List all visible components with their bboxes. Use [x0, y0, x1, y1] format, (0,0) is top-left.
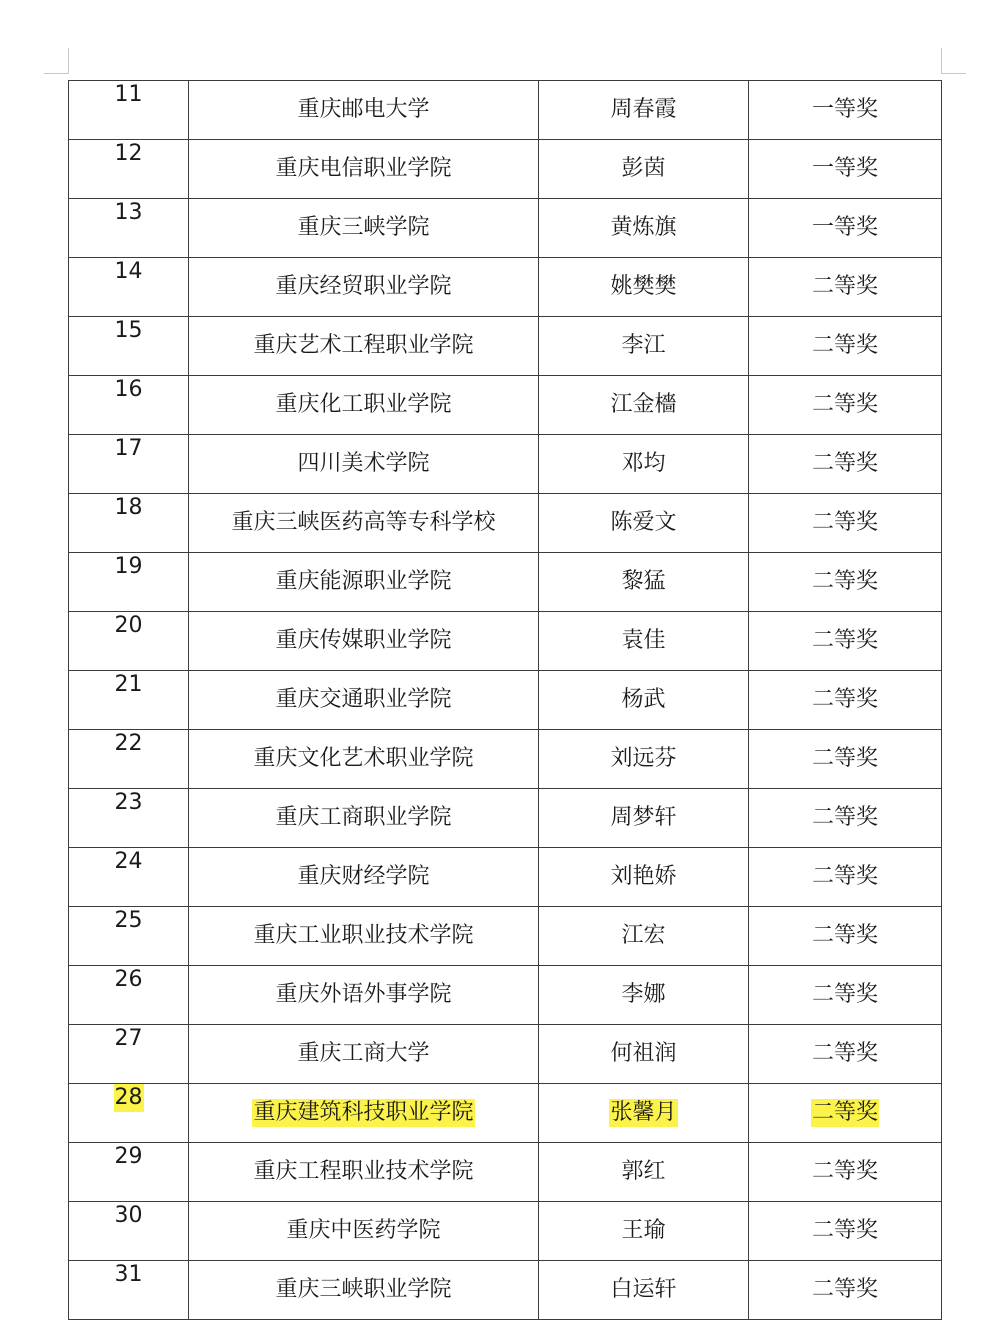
- row-number-cell: [69, 140, 189, 199]
- school-name: 重庆化工职业学院: [275, 392, 452, 417]
- winner-cell: [539, 140, 749, 199]
- row-number: 18: [114, 495, 143, 520]
- school-name: 重庆传媒职业学院: [275, 628, 452, 653]
- row-number: 22: [114, 731, 143, 756]
- winner-name: 彭茵: [621, 156, 666, 181]
- row-number-cell: [69, 1143, 189, 1202]
- table-row[interactable]: [69, 671, 942, 730]
- school-cell: [189, 553, 539, 612]
- school-name: 重庆经贸职业学院: [275, 274, 452, 299]
- crop-mark-top-left-horizontal: [44, 73, 68, 74]
- award-level: 二等奖: [811, 333, 878, 358]
- table-row[interactable]: [69, 612, 942, 671]
- award-level: 二等奖: [811, 451, 878, 476]
- crop-mark-top-left-vertical: [68, 48, 69, 74]
- winner-name: 袁佳: [621, 628, 666, 653]
- winner-cell: [539, 1261, 749, 1320]
- winner-name: 何祖润: [610, 1041, 677, 1066]
- winner-cell: [539, 1025, 749, 1084]
- winner-name: 姚樊樊: [610, 274, 677, 299]
- award-cell: [749, 1025, 942, 1084]
- school-cell: [189, 140, 539, 199]
- award-level: 二等奖: [811, 1277, 878, 1302]
- award-level: 二等奖: [811, 1100, 878, 1125]
- table-row[interactable]: [69, 258, 942, 317]
- award-level: 一等奖: [811, 97, 878, 122]
- winner-cell: [539, 494, 749, 553]
- winner-name: 黎猛: [621, 569, 666, 594]
- row-number: 11: [114, 82, 143, 107]
- award-cell: [749, 1143, 942, 1202]
- award-cell: [749, 494, 942, 553]
- winner-cell: [539, 1084, 749, 1143]
- school-cell: [189, 1202, 539, 1261]
- award-level: 二等奖: [811, 274, 878, 299]
- row-number-cell: [69, 199, 189, 258]
- row-number: 13: [114, 200, 143, 225]
- table-row[interactable]: [69, 81, 942, 140]
- table-row[interactable]: [69, 1202, 942, 1261]
- row-number: 29: [114, 1144, 143, 1169]
- winner-name: 江金檣: [610, 392, 677, 417]
- award-level: 二等奖: [811, 1218, 878, 1243]
- winner-name: 周春霞: [610, 97, 677, 122]
- school-name: 重庆外语外事学院: [275, 982, 452, 1007]
- winner-cell: [539, 848, 749, 907]
- crop-mark-top-right-vertical: [941, 48, 942, 74]
- row-number-cell: [69, 494, 189, 553]
- row-number: 23: [114, 790, 143, 815]
- table-row[interactable]: [69, 494, 942, 553]
- award-cell: [749, 199, 942, 258]
- row-number: 25: [114, 908, 143, 933]
- table-row[interactable]: [69, 1143, 942, 1202]
- school-name: 重庆电信职业学院: [275, 156, 452, 181]
- row-number-cell: [69, 966, 189, 1025]
- crop-mark-top-right-horizontal: [942, 73, 966, 74]
- row-number: 30: [114, 1203, 143, 1228]
- winner-name: 王瑜: [621, 1218, 666, 1243]
- table-row[interactable]: [69, 730, 942, 789]
- row-number-cell: [69, 1261, 189, 1320]
- row-number: 15: [114, 318, 143, 343]
- school-cell: [189, 730, 539, 789]
- school-cell: [189, 317, 539, 376]
- winner-cell: [539, 435, 749, 494]
- winner-name: 刘远芬: [610, 746, 677, 771]
- table-row[interactable]: [69, 1261, 942, 1320]
- award-level: 二等奖: [811, 746, 878, 771]
- school-cell: [189, 1143, 539, 1202]
- row-number: 28: [114, 1085, 143, 1110]
- table-row[interactable]: [69, 140, 942, 199]
- award-cell: [749, 671, 942, 730]
- winner-name: 张馨月: [610, 1100, 677, 1125]
- school-cell: [189, 376, 539, 435]
- winner-name: 杨武: [621, 687, 666, 712]
- row-number: 26: [114, 967, 143, 992]
- winner-name: 李江: [621, 333, 666, 358]
- row-number: 27: [114, 1026, 143, 1051]
- row-number-cell: [69, 671, 189, 730]
- school-cell: [189, 848, 539, 907]
- award-level: 二等奖: [811, 982, 878, 1007]
- row-number-cell: [69, 1025, 189, 1084]
- table-row[interactable]: [69, 317, 942, 376]
- award-cell: [749, 848, 942, 907]
- award-cell: [749, 612, 942, 671]
- winner-name: 李娜: [621, 982, 666, 1007]
- school-cell: [189, 789, 539, 848]
- winner-cell: [539, 907, 749, 966]
- row-number-cell: [69, 317, 189, 376]
- school-cell: [189, 966, 539, 1025]
- table-row[interactable]: [69, 1025, 942, 1084]
- award-level: 一等奖: [811, 215, 878, 240]
- award-cell: [749, 258, 942, 317]
- table-row[interactable]: [69, 435, 942, 494]
- school-name: 重庆财经学院: [297, 864, 430, 889]
- award-cell: [749, 81, 942, 140]
- row-number-cell: [69, 612, 189, 671]
- school-name: 重庆三峡医药高等专科学校: [231, 510, 496, 535]
- row-number: 14: [114, 259, 143, 284]
- award-level: 二等奖: [811, 1159, 878, 1184]
- table-row[interactable]: [69, 789, 942, 848]
- award-cell: [749, 376, 942, 435]
- winner-name: 江宏: [621, 923, 666, 948]
- award-cell: [749, 1084, 942, 1143]
- school-name: 重庆建筑科技职业学院: [253, 1100, 474, 1125]
- row-number-cell: [69, 1084, 189, 1143]
- table-row[interactable]: [69, 199, 942, 258]
- school-cell: [189, 258, 539, 317]
- row-number: 20: [114, 613, 143, 638]
- award-cell: [749, 140, 942, 199]
- table-row[interactable]: [69, 1084, 942, 1143]
- award-cell: [749, 1202, 942, 1261]
- award-level: 二等奖: [811, 687, 878, 712]
- award-level: 二等奖: [811, 864, 878, 889]
- school-name: 重庆邮电大学: [297, 97, 430, 122]
- row-number: 31: [114, 1262, 143, 1287]
- school-cell: [189, 1025, 539, 1084]
- award-table: [68, 80, 942, 1320]
- winner-cell: [539, 671, 749, 730]
- award-level: 二等奖: [811, 392, 878, 417]
- row-number: 19: [114, 554, 143, 579]
- school-name: 重庆三峡职业学院: [275, 1277, 452, 1302]
- row-number-cell: [69, 789, 189, 848]
- winner-cell: [539, 81, 749, 140]
- award-cell: [749, 789, 942, 848]
- row-number-cell: [69, 907, 189, 966]
- winner-cell: [539, 1143, 749, 1202]
- award-level: 一等奖: [811, 156, 878, 181]
- school-name: 重庆工商大学: [297, 1041, 430, 1066]
- winner-name: 黄炼旗: [610, 215, 677, 240]
- school-cell: [189, 1261, 539, 1320]
- table-row[interactable]: [69, 966, 942, 1025]
- school-cell: [189, 494, 539, 553]
- school-name: 重庆三峡学院: [297, 215, 430, 240]
- winner-cell: [539, 553, 749, 612]
- award-level: 二等奖: [811, 923, 878, 948]
- school-name: 重庆艺术工程职业学院: [253, 333, 474, 358]
- school-name: 重庆能源职业学院: [275, 569, 452, 594]
- table-row[interactable]: [69, 907, 942, 966]
- winner-cell: [539, 376, 749, 435]
- school-name: 四川美术学院: [297, 451, 430, 476]
- winner-name: 郭红: [621, 1159, 666, 1184]
- row-number: 12: [114, 141, 143, 166]
- row-number: 21: [114, 672, 143, 697]
- winner-cell: [539, 966, 749, 1025]
- award-level: 二等奖: [811, 805, 878, 830]
- award-level: 二等奖: [811, 510, 878, 535]
- winner-cell: [539, 612, 749, 671]
- school-name: 重庆工业职业技术学院: [253, 923, 474, 948]
- school-cell: [189, 81, 539, 140]
- table-row[interactable]: [69, 848, 942, 907]
- row-number: 16: [114, 377, 143, 402]
- award-table-body: [69, 81, 942, 1320]
- row-number-cell: [69, 376, 189, 435]
- row-number-cell: [69, 1202, 189, 1261]
- winner-name: 白运轩: [610, 1277, 677, 1302]
- table-row[interactable]: [69, 553, 942, 612]
- school-name: 重庆工商职业学院: [275, 805, 452, 830]
- award-level: 二等奖: [811, 1041, 878, 1066]
- award-cell: [749, 435, 942, 494]
- winner-name: 刘艳娇: [610, 864, 677, 889]
- school-cell: [189, 199, 539, 258]
- school-name: 重庆文化艺术职业学院: [253, 746, 474, 771]
- row-number: 24: [114, 849, 143, 874]
- winner-cell: [539, 317, 749, 376]
- award-cell: [749, 1261, 942, 1320]
- school-cell: [189, 435, 539, 494]
- school-name: 重庆工程职业技术学院: [253, 1159, 474, 1184]
- winner-cell: [539, 258, 749, 317]
- school-cell: [189, 612, 539, 671]
- winner-cell: [539, 789, 749, 848]
- row-number: 17: [114, 436, 143, 461]
- school-name: 重庆中医药学院: [286, 1218, 441, 1243]
- award-cell: [749, 317, 942, 376]
- row-number-cell: [69, 435, 189, 494]
- award-cell: [749, 907, 942, 966]
- winner-name: 邓均: [621, 451, 666, 476]
- winner-cell: [539, 730, 749, 789]
- row-number-cell: [69, 848, 189, 907]
- award-level: 二等奖: [811, 569, 878, 594]
- award-cell: [749, 966, 942, 1025]
- winner-cell: [539, 199, 749, 258]
- table-row[interactable]: [69, 376, 942, 435]
- school-cell: [189, 907, 539, 966]
- award-cell: [749, 730, 942, 789]
- award-level: 二等奖: [811, 628, 878, 653]
- school-cell: [189, 1084, 539, 1143]
- winner-name: 陈爱文: [610, 510, 677, 535]
- row-number-cell: [69, 81, 189, 140]
- row-number-cell: [69, 258, 189, 317]
- winner-name: 周梦轩: [610, 805, 677, 830]
- winner-cell: [539, 1202, 749, 1261]
- row-number-cell: [69, 730, 189, 789]
- school-name: 重庆交通职业学院: [275, 687, 452, 712]
- award-cell: [749, 553, 942, 612]
- school-cell: [189, 671, 539, 730]
- row-number-cell: [69, 553, 189, 612]
